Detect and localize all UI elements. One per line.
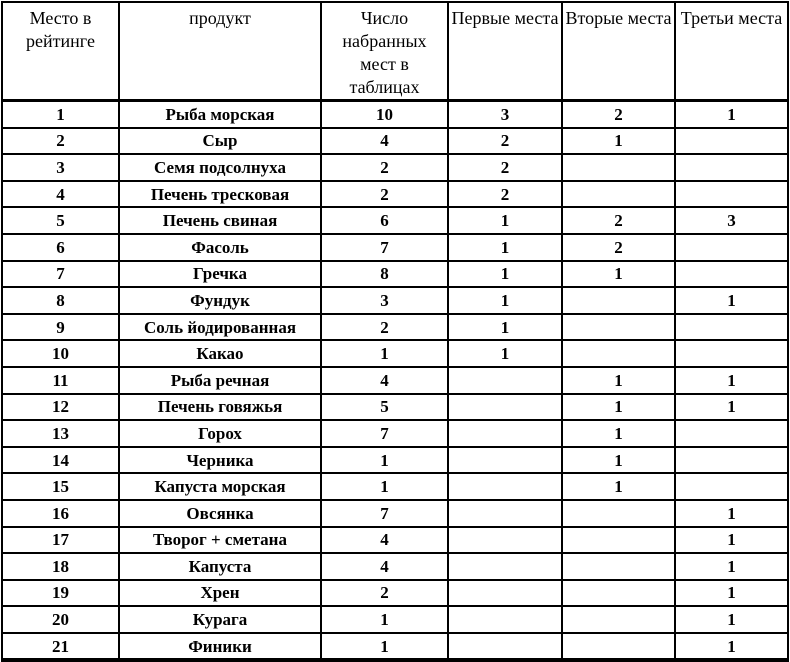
- table-cell-rank: 9: [2, 314, 119, 341]
- table-cell-total: 1: [321, 340, 448, 367]
- table-cell-rank: 14: [2, 447, 119, 474]
- table-cell-rank: 16: [2, 500, 119, 527]
- table-cell-first: [448, 606, 562, 633]
- table-cell-rank: 1: [2, 101, 119, 128]
- table-cell-second: 2: [562, 207, 675, 234]
- table-cell-third: 1: [675, 287, 788, 314]
- table-cell-total: 4: [321, 527, 448, 554]
- table-cell-third: 1: [675, 394, 788, 421]
- table-cell-total: 2: [321, 314, 448, 341]
- table-cell-third: 1: [675, 101, 788, 128]
- table-cell-second: 1: [562, 473, 675, 500]
- table-cell-rank: 17: [2, 527, 119, 554]
- table-cell-product: Сыр: [119, 128, 321, 155]
- table-cell-rank: 21: [2, 633, 119, 661]
- table-cell-product: Печень тресковая: [119, 181, 321, 208]
- table-cell-second: 1: [562, 367, 675, 394]
- table-row: [2, 394, 788, 421]
- table-cell-third: [675, 447, 788, 474]
- table-row: [2, 181, 788, 208]
- table-cell-third: 1: [675, 580, 788, 607]
- table-row: [2, 420, 788, 447]
- table-cell-second: [562, 154, 675, 181]
- product-rating-table: [1, 1, 789, 662]
- table-cell-product: Хрен: [119, 580, 321, 607]
- table-cell-product: Рыба морская: [119, 101, 321, 128]
- table-cell-rank: 20: [2, 606, 119, 633]
- table-cell-second: 1: [562, 261, 675, 288]
- table-cell-rank: 8: [2, 287, 119, 314]
- table-cell-rank: 2: [2, 128, 119, 155]
- table-cell-third: [675, 234, 788, 261]
- table-cell-second: 1: [562, 394, 675, 421]
- table-cell-total: 2: [321, 580, 448, 607]
- table-row: [2, 580, 788, 607]
- table-cell-second: [562, 181, 675, 208]
- column-header-first: Первые места: [448, 2, 562, 101]
- table-row: [2, 261, 788, 288]
- table-cell-product: Фундук: [119, 287, 321, 314]
- table-cell-second: [562, 500, 675, 527]
- table-cell-total: 7: [321, 500, 448, 527]
- table-cell-total: 5: [321, 394, 448, 421]
- table-cell-product: Печень говяжья: [119, 394, 321, 421]
- table-cell-first: 2: [448, 154, 562, 181]
- table-cell-first: 1: [448, 207, 562, 234]
- table-cell-rank: 13: [2, 420, 119, 447]
- table-cell-first: 3: [448, 101, 562, 128]
- table-cell-total: 2: [321, 154, 448, 181]
- table-cell-third: 1: [675, 606, 788, 633]
- table-cell-second: [562, 606, 675, 633]
- table-cell-rank: 12: [2, 394, 119, 421]
- table-cell-second: 1: [562, 447, 675, 474]
- table-cell-first: [448, 527, 562, 554]
- table-cell-first: [448, 580, 562, 607]
- table-cell-total: 7: [321, 234, 448, 261]
- table-cell-third: [675, 473, 788, 500]
- header-row: [2, 2, 788, 101]
- table-cell-second: 2: [562, 234, 675, 261]
- table-cell-product: Творог + сметана: [119, 527, 321, 554]
- table-cell-third: 1: [675, 500, 788, 527]
- table-cell-rank: 18: [2, 553, 119, 580]
- table-cell-first: 1: [448, 261, 562, 288]
- table-row: [2, 606, 788, 633]
- table-cell-third: [675, 340, 788, 367]
- table-row: [2, 128, 788, 155]
- table-cell-product: Рыба речная: [119, 367, 321, 394]
- table-cell-product: Печень свиная: [119, 207, 321, 234]
- table-cell-first: [448, 394, 562, 421]
- table-cell-second: 2: [562, 101, 675, 128]
- table-cell-product: Черника: [119, 447, 321, 474]
- table-cell-third: [675, 314, 788, 341]
- table-cell-rank: 5: [2, 207, 119, 234]
- table-row: [2, 207, 788, 234]
- table-cell-total: 3: [321, 287, 448, 314]
- table-cell-product: Капуста морская: [119, 473, 321, 500]
- table-cell-product: Финики: [119, 633, 321, 661]
- table-cell-third: 3: [675, 207, 788, 234]
- table-cell-first: 1: [448, 314, 562, 341]
- table-row: [2, 287, 788, 314]
- table-cell-third: 1: [675, 527, 788, 554]
- table-cell-rank: 3: [2, 154, 119, 181]
- table-cell-product: Соль йодированная: [119, 314, 321, 341]
- table-row: [2, 527, 788, 554]
- table-cell-total: 8: [321, 261, 448, 288]
- table-row: [2, 633, 788, 661]
- table-row: [2, 473, 788, 500]
- table-cell-product: Капуста: [119, 553, 321, 580]
- table-cell-total: 7: [321, 420, 448, 447]
- table-row: [2, 553, 788, 580]
- table-cell-product: Гречка: [119, 261, 321, 288]
- table-cell-second: 1: [562, 420, 675, 447]
- table-cell-second: [562, 314, 675, 341]
- table-cell-second: [562, 340, 675, 367]
- table-cell-total: 4: [321, 367, 448, 394]
- table-cell-first: [448, 473, 562, 500]
- table-cell-first: 2: [448, 181, 562, 208]
- table-cell-total: 1: [321, 633, 448, 661]
- table-cell-third: [675, 181, 788, 208]
- table-cell-rank: 10: [2, 340, 119, 367]
- table-cell-third: [675, 420, 788, 447]
- table-cell-second: [562, 580, 675, 607]
- table-cell-total: 6: [321, 207, 448, 234]
- table-cell-total: 4: [321, 553, 448, 580]
- table-cell-second: [562, 553, 675, 580]
- table-cell-total: 10: [321, 101, 448, 128]
- table-cell-first: 1: [448, 287, 562, 314]
- table-cell-rank: 19: [2, 580, 119, 607]
- table-cell-second: [562, 633, 675, 661]
- column-header-third: Третьи места: [675, 2, 788, 101]
- table-cell-first: 2: [448, 128, 562, 155]
- table-cell-third: [675, 261, 788, 288]
- table-cell-product: Фасоль: [119, 234, 321, 261]
- table-cell-rank: 7: [2, 261, 119, 288]
- table-cell-rank: 11: [2, 367, 119, 394]
- table-cell-first: [448, 500, 562, 527]
- table-cell-total: 2: [321, 181, 448, 208]
- table-cell-first: [448, 420, 562, 447]
- table-row: [2, 101, 788, 128]
- rating-table-container: [1, 1, 789, 656]
- table-cell-first: 1: [448, 340, 562, 367]
- table-cell-third: 1: [675, 553, 788, 580]
- column-header-second: Вторые места: [562, 2, 675, 101]
- table-cell-first: [448, 447, 562, 474]
- table-cell-rank: 4: [2, 181, 119, 208]
- column-header-total: Число набранных мест в таблицах: [321, 2, 448, 101]
- table-cell-first: [448, 367, 562, 394]
- table-cell-third: 1: [675, 633, 788, 661]
- table-row: [2, 340, 788, 367]
- table-row: [2, 154, 788, 181]
- table-row: [2, 500, 788, 527]
- table-cell-product: Горох: [119, 420, 321, 447]
- table-cell-first: [448, 553, 562, 580]
- table-cell-third: [675, 154, 788, 181]
- table-cell-first: 1: [448, 234, 562, 261]
- table-cell-product: Какао: [119, 340, 321, 367]
- table-cell-second: 1: [562, 128, 675, 155]
- column-header-rank: Место в рейтинге: [2, 2, 119, 101]
- table-cell-total: 1: [321, 473, 448, 500]
- table-cell-total: 1: [321, 447, 448, 474]
- table-cell-third: [675, 128, 788, 155]
- table-body: [2, 101, 788, 661]
- table-cell-product: Семя подсолнуха: [119, 154, 321, 181]
- table-row: [2, 367, 788, 394]
- table-cell-first: [448, 633, 562, 661]
- table-cell-total: 1: [321, 606, 448, 633]
- table-cell-rank: 6: [2, 234, 119, 261]
- table-cell-second: [562, 527, 675, 554]
- table-cell-product: Курага: [119, 606, 321, 633]
- table-cell-second: [562, 287, 675, 314]
- table-cell-rank: 15: [2, 473, 119, 500]
- table-row: [2, 314, 788, 341]
- table-cell-product: Овсянка: [119, 500, 321, 527]
- table-row: [2, 447, 788, 474]
- table-row: [2, 234, 788, 261]
- table-cell-total: 4: [321, 128, 448, 155]
- table-cell-third: 1: [675, 367, 788, 394]
- column-header-product: продукт: [119, 2, 321, 101]
- table-header: [2, 2, 788, 101]
